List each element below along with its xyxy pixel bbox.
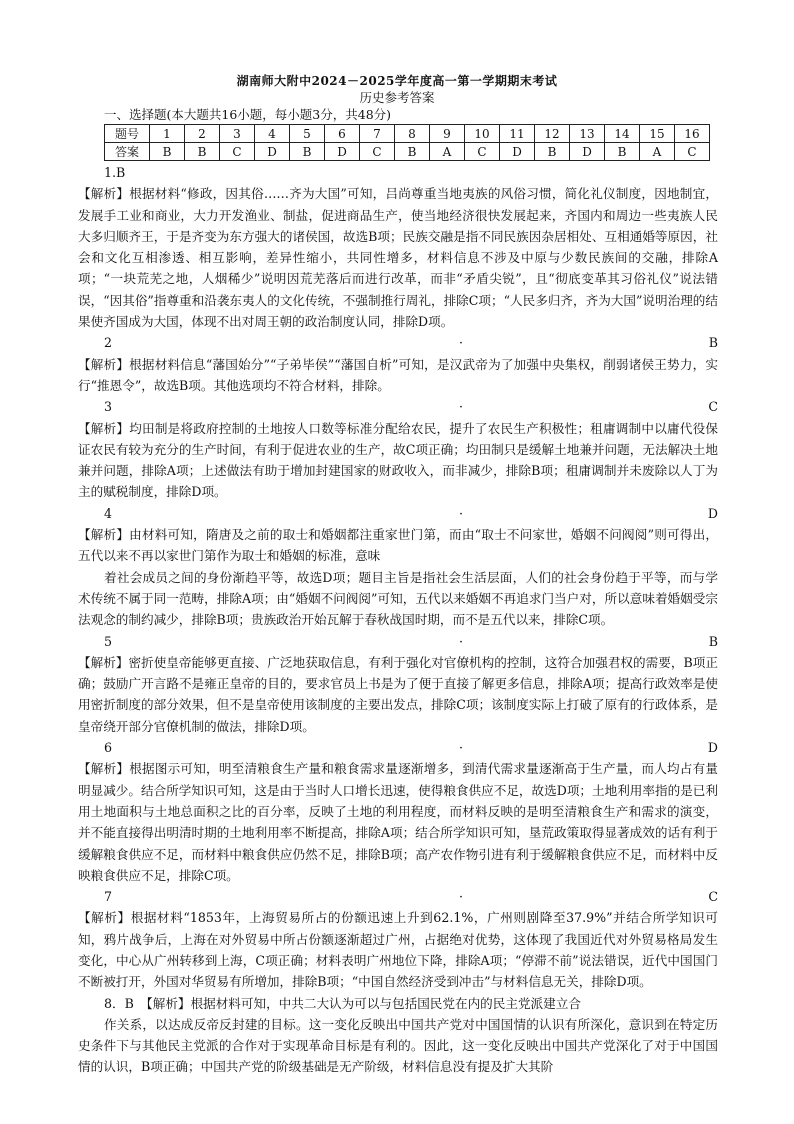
answer-cell: B — [535, 143, 570, 161]
answer-cell: A — [640, 143, 675, 161]
question-number-cell: 16 — [675, 125, 710, 143]
q-number: 7 — [104, 889, 113, 905]
q1-head: 1.B — [104, 165, 126, 180]
question-number-cell: 8 — [395, 125, 430, 143]
answer-cell: D — [325, 143, 360, 161]
q-number: 2 — [104, 335, 113, 351]
q-number: 3 — [104, 399, 113, 415]
q1-analysis: 【解析】根据材料“修政，因其俗……齐为大国”可知，吕尚尊重当地夷族的风俗习惯，简化礼仪制度，因地制宜，发展手工业和商业，大力开发渔业、制盐，促进商品生产，使当地经济很快发展起来，齐国内和周边一些夷族人民大多归顺齐王，于是齐变为东方强大的诸侯国，故选B项；民族交融是指不同民族因杂居相处、互相通婚等原因，社会和文化互相渗透、相互影响，差异性缩小，共同性增多，材料信息不涉及中原与少数民族间的交融，排除A项；“一块荒芜之地，人烟稀少”说明因荒芜落后而进行改革，而非“矛盾尖锐”，且“彻底变革其习俗礼仪”说法错误，“因其俗”指尊重和沿袭东夷人的文化传统，不强制推行周礼，排除C项；“人民多归齐，齐为大国”说明治理的结果使齐国成为大国，体现不出对周王朝的政治制度认同，排除D项。 — [78, 186, 718, 330]
q6-head — [78, 737, 718, 758]
question-number-cell: 2 — [185, 125, 220, 143]
q3-analysis: 【解析】均田制是将政府控制的土地按人口数等标准分配给农民，提升了农民生产积极性；租庸调制中以庸代役保证农民有较为充分的生产时间，有利于促进农业的生产，故C项正确；均田制只是缓解土地兼并问题，无法解决土地兼并问题，排除A项；上述做法有助于增加封建国家的财政收入，而非减少，排除B项；租庸调制并未废除以人丁为主的赋税制度，排除D项。 — [78, 420, 718, 500]
section-heading: 一、选择题(本大题共16小题，每小题3分，共48分) — [104, 107, 392, 122]
question-number-cell: 4 — [255, 125, 290, 143]
answer-cell: B — [290, 143, 325, 161]
q5-analysis: 【解析】密折使皇帝能够更直接、广泛地获取信息，有利于强化对官僚机构的控制，这符合加强君权的需要，B项正确；鼓励广开言路不是雍正皇帝的目的，要求官员上书是为了便于直接了解更多信息，排除A项；提高行政效率是使用密折制度的部分效果，但不是皇帝使用该制度的主要出发点，排除C项；该制度实际上打破了原有的行政体系，是皇帝绕开部分官僚机制的做法，排除D项。 — [78, 654, 718, 734]
row-label: 题号 — [105, 125, 150, 143]
q4-head — [78, 503, 718, 524]
question-number-cell: 6 — [325, 125, 360, 143]
answer-cell: B — [395, 143, 430, 161]
answer-cell: B — [150, 143, 185, 161]
question-number-cell: 15 — [640, 125, 675, 143]
q8-analysis: 作关系，以达成反帝反封建的目标。这一变化反映出中国共产党对中国国情的认识有所深化，意识到在特定历史条件下与其他民主党派的合作对于实现革命目标是有利的。因此，这一变化反映出中国共产党深化了对于中国国情的认识，B项正确；中国共产党的阶级基础是无产阶级，材料信息没有提及扩大其阶 — [78, 1016, 718, 1075]
row-label: 答案 — [105, 143, 150, 161]
answer-cell: C — [675, 143, 710, 161]
q-dot: · — [458, 889, 463, 905]
question-number-cell: 1 — [150, 125, 185, 143]
answer-cell: C — [465, 143, 500, 161]
q-answer: B — [708, 335, 718, 351]
q2-head — [78, 332, 718, 353]
q-answer: B — [708, 633, 718, 649]
q4-analysis-part1: 【解析】由材料可知，隋唐及之前的取士和婚姻都注重家世门第，而由“取士不问家世，婚姻不问阀阅”则可得出，五代以来不再以家世门第作为取士和婚姻的标准，意味 — [78, 527, 718, 564]
q7-analysis: 【解析】根据材料“1853年，上海贸易所占的份额迅速上升到62.1%，广州则剧降至37.9%”并结合所学知识可知，鸦片战争后，上海在对外贸易中所占份额逐渐超过广州，占据绝对优势，这体现了我国近代对外贸易格局发生变化，中心从广州转移到上海，C项正确；材料表明广州地位下降，排除A项；“停滞不前”说法错误，近代中国国门不断被打开，外国对华贸易有所增加，排除B项；“中国自然经济受到冲击”与材料信息无关，排除D项。 — [78, 910, 718, 990]
exam-title: 湖南师大附中2024－2025学年度高一第一学期期末考试 — [236, 74, 558, 88]
question-number-cell: 5 — [290, 125, 325, 143]
q7-head — [78, 886, 718, 907]
q-answer: C — [708, 889, 718, 905]
question-number-cell: 9 — [430, 125, 465, 143]
q-number: 5 — [104, 633, 113, 649]
table-row-answers — [105, 143, 710, 161]
q6-analysis: 【解析】根据图示可知，明至清粮食生产量和粮食需求量逐渐增多，到清代需求量逐渐高于生产量，而人均占有量明显减少。结合所学知识可知，这是由于当时人口增长迅速，使得粮食供应不足，故选D项；土地利用率指的是已利用土地面积与土地总面积之比的百分率，反映了土地的利用程度，而材料反映的是明至清粮食生产和需求的演变，并不能直接得出明清时期的土地利用率不断提高，排除A项；结合所学知识可知，垦荒政策取得显著成效的话有利于缓解粮食供应不足，而材料中粮食供应仍然不足，排除B项；高产农作物引进有利于缓解粮食供应不足，而材料中反映粮食供应不足，排除C项。 — [78, 761, 718, 883]
solutions-body — [78, 162, 718, 1078]
q-answer: D — [707, 505, 718, 521]
q3-head — [78, 396, 718, 417]
question-number-cell: 11 — [500, 125, 535, 143]
question-number-cell: 14 — [605, 125, 640, 143]
answer-cell: B — [185, 143, 220, 161]
question-number-cell: 7 — [360, 125, 395, 143]
answer-cell: D — [500, 143, 535, 161]
q-dot: · — [458, 335, 463, 351]
answer-cell: C — [360, 143, 395, 161]
q5-head — [78, 631, 718, 652]
question-number-cell: 12 — [535, 125, 570, 143]
q8-head: 8．B 【解析】根据材料可知，中共二大认为可以与包括国民党在内的民主党派建立合 — [104, 995, 581, 1011]
answer-table — [104, 124, 710, 161]
q4-analysis-part2: 着社会成员之间的身份渐趋平等，故选D项；题目主旨是指社会生活层面，人们的社会身份趋于平等，而与学术传统不属于同一范畴，排除A项；由“婚姻不问阀阅”可知，五代以来婚姻不再追求门当户对，所以意味着婚姻受宗法观念的制约减少，排除B项；贵族政治开始瓦解于春秋战国时期，而不是五代以来，排除C项。 — [78, 569, 718, 628]
q-answer: D — [707, 740, 718, 756]
q-number: 4 — [104, 505, 113, 521]
q-dot: · — [458, 740, 463, 756]
answer-cell: A — [430, 143, 465, 161]
answer-cell: C — [220, 143, 255, 161]
answer-cell: D — [570, 143, 605, 161]
question-number-cell: 13 — [570, 125, 605, 143]
table-row-numbers — [105, 125, 710, 143]
question-number-cell: 3 — [220, 125, 255, 143]
q2-analysis: 【解析】根据材料信息“藩国始分”“子弟毕侯”“藩国自析”可知，是汉武帝为了加强中央集权，削弱诸侯王势力，实行“推恩令”，故选B项。其他选项均不符合材料，排除。 — [78, 356, 718, 393]
answer-cell: B — [605, 143, 640, 161]
q-dot: · — [458, 633, 463, 649]
q-dot: · — [458, 399, 463, 415]
q-dot: · — [458, 505, 463, 521]
question-number-cell: 10 — [465, 125, 500, 143]
q-answer: C — [708, 399, 718, 415]
answer-cell: D — [255, 143, 290, 161]
exam-subtitle: 历史参考答案 — [359, 90, 435, 105]
q-number: 6 — [104, 740, 113, 756]
